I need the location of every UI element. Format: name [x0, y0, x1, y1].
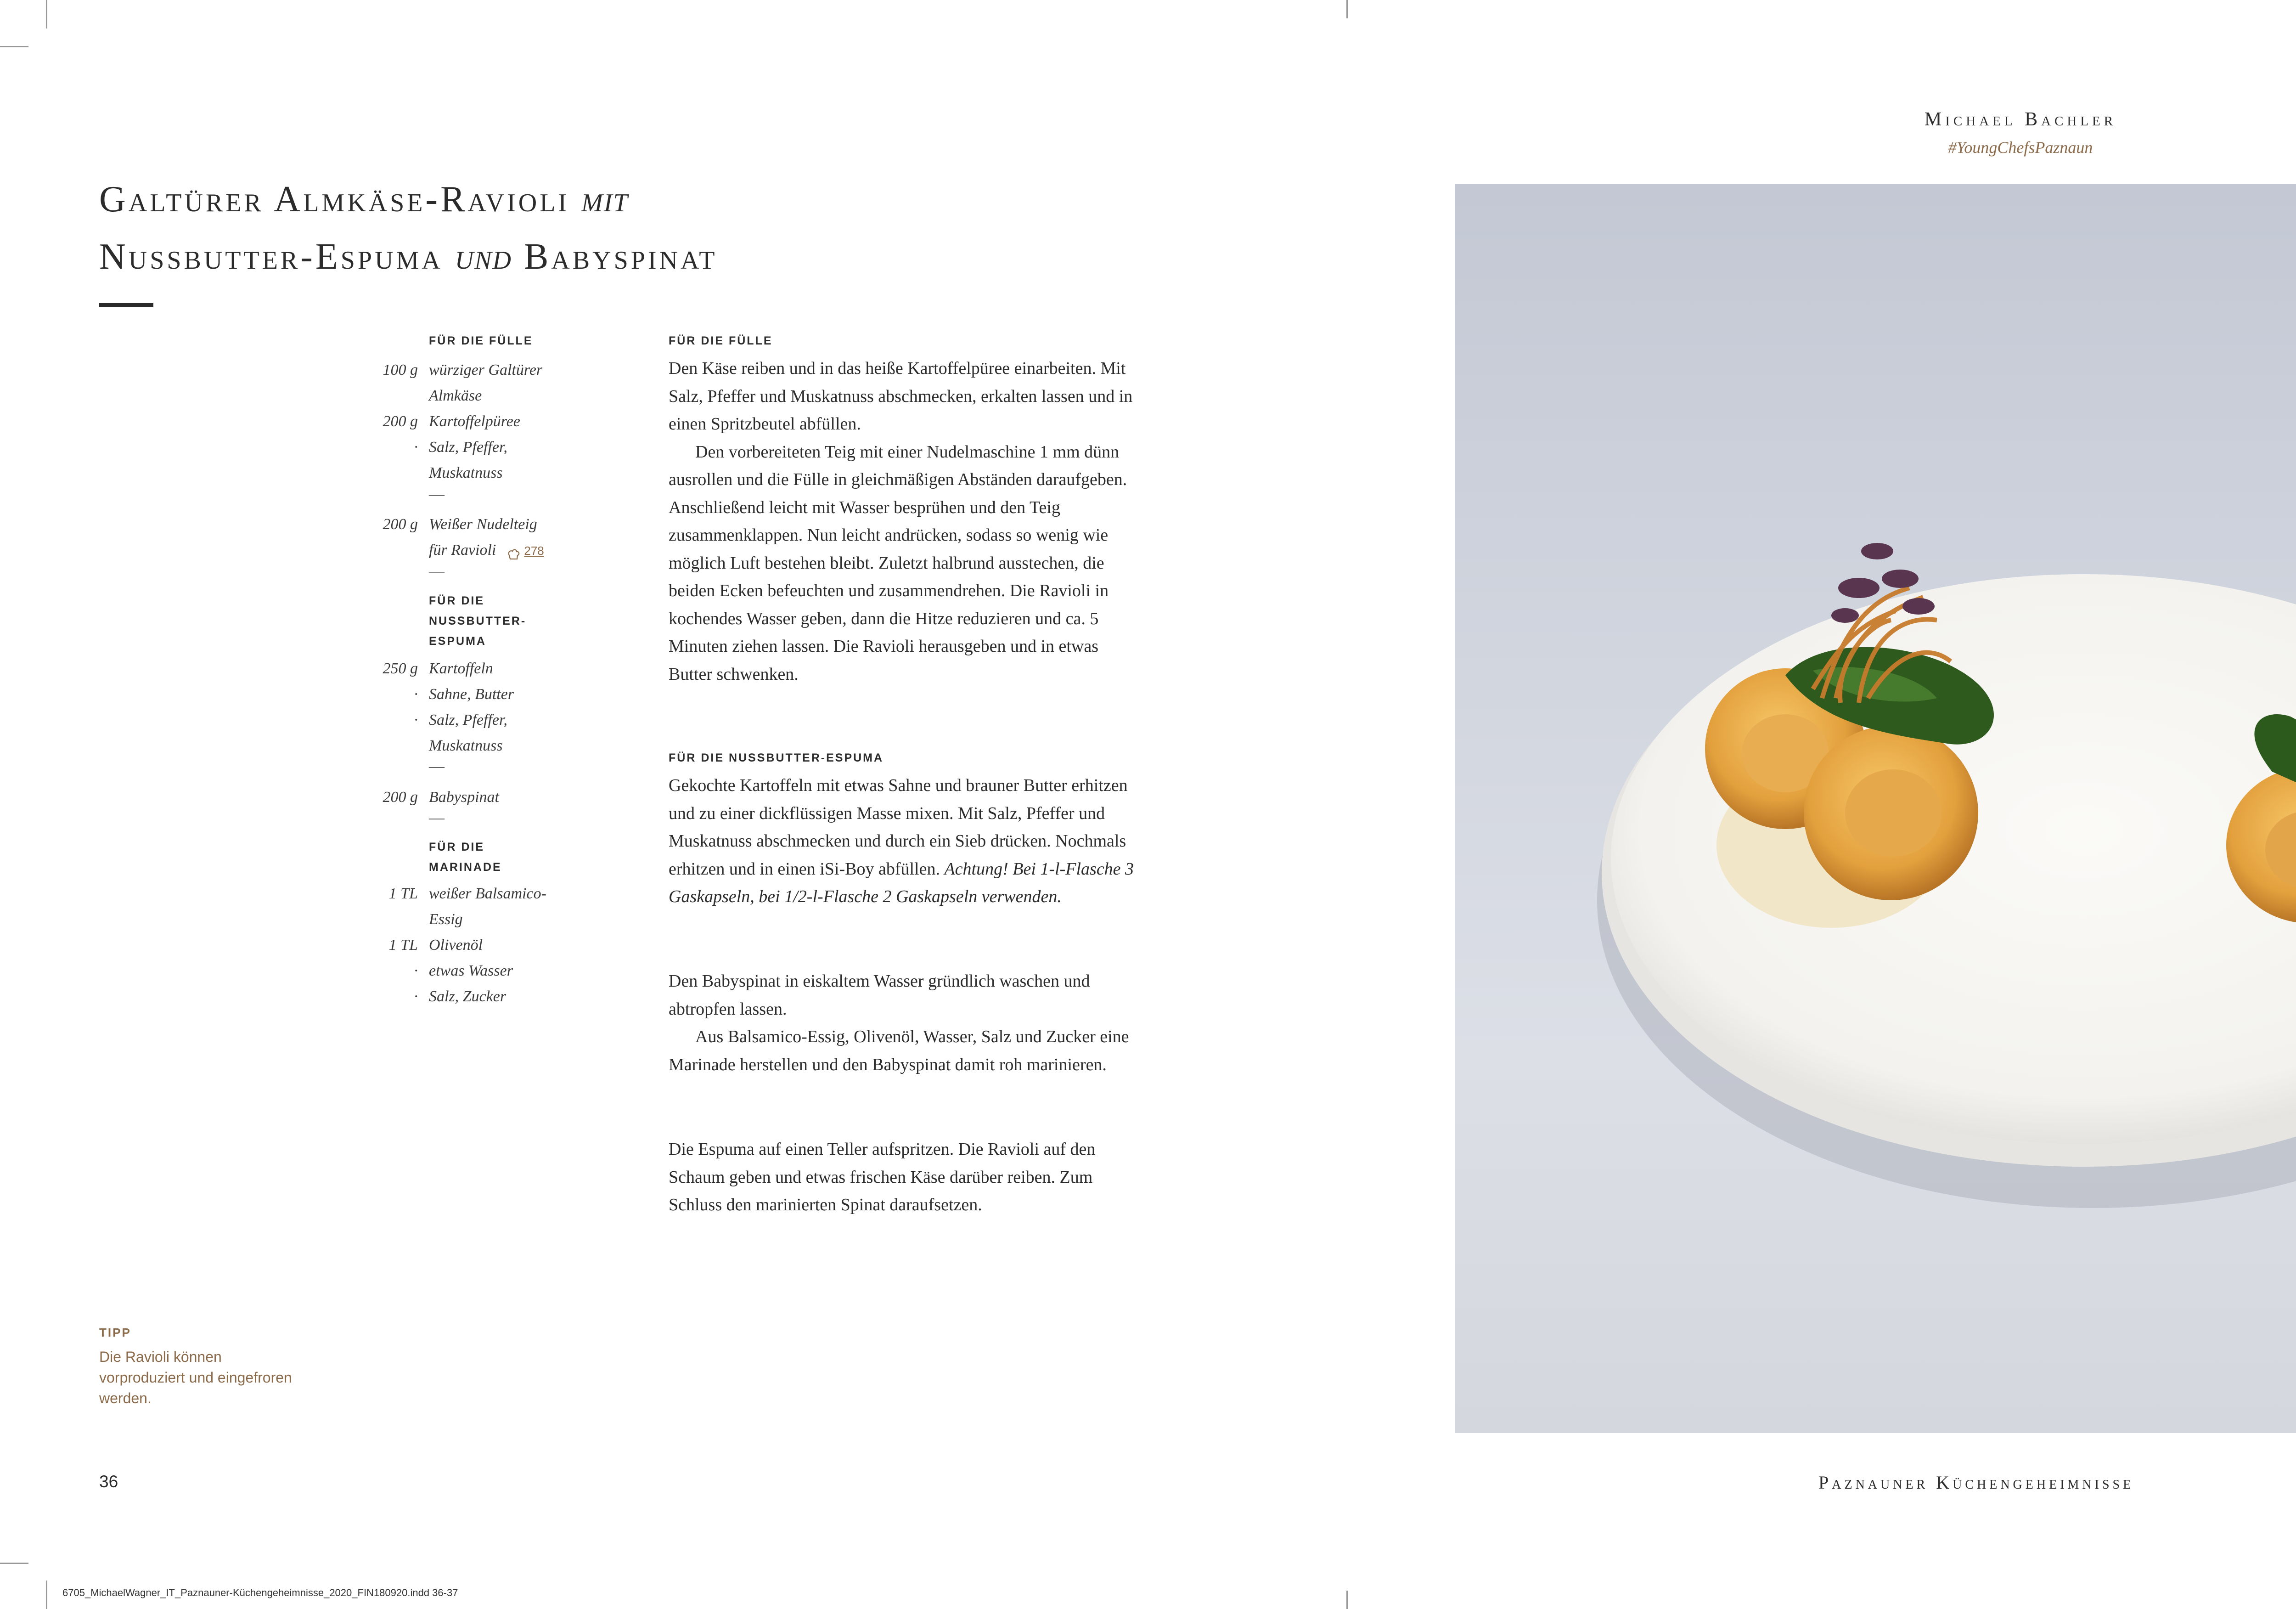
- ingredients-section-marinade-label: [429, 837, 502, 877]
- title-line-1: Galtürer Almkäse-Ravioli: [99, 179, 570, 220]
- page-number-left: 36: [99, 1472, 118, 1491]
- book-title-footer: Paznauner Küchengeheimnisse: [1818, 1472, 2134, 1493]
- ingredient-name: Weißer Nudelteig: [429, 516, 537, 533]
- ingredient-name: Salz, Pfeffer,: [429, 711, 507, 728]
- print-slug-file: 6705_MichaelWagner_IT_Paznauner-Küchengeheimnisse_2020_FIN180920.indd 36-37: [62, 1587, 458, 1598]
- ingredient-name: etwas Wasser: [429, 962, 513, 979]
- divider-dash: —: [429, 563, 445, 580]
- label-line: NUSSBUTTER-: [429, 615, 527, 627]
- ingredient-name: Olivenöl: [429, 937, 483, 954]
- crop-mark: [1346, 0, 1348, 18]
- crop-mark: [0, 46, 28, 47]
- ingredients-section-espuma-label: [429, 591, 526, 651]
- method-paragraph: Aus Balsamico-Essig, Olivenöl, Wasser, Salz und Zucker eine Marinade herstellen und den Babyspinat damit roh marinieren.: [669, 1027, 1129, 1074]
- method-filling-text: [669, 355, 1137, 688]
- ingredient-qty: 200 g: [383, 413, 418, 430]
- ingredient-qty: ·: [414, 711, 418, 728]
- method-spinach-text: [669, 967, 1137, 1078]
- method-warning: Achtung! Bei 1-l-Flasche 3 Gaskapseln, bei 1/2-l-Flasche 2 Gaskapseln verwenden.: [669, 859, 1134, 906]
- ingredient-name: Babyspinat: [429, 789, 499, 806]
- label-line: MARINADE: [429, 861, 502, 874]
- ingredient-qty: 100 g: [383, 361, 418, 378]
- ingredient-name: Muskatnuss: [429, 737, 503, 754]
- title-italic-und: und: [455, 237, 512, 277]
- ingredient-name: Salz, Pfeffer,: [429, 439, 507, 456]
- method-espuma-text: [669, 772, 1137, 911]
- tip-label: TIPP: [99, 1326, 131, 1339]
- crop-mark: [46, 0, 47, 28]
- crop-mark: [1346, 1591, 1348, 1609]
- dish-photo: [1455, 184, 2296, 1433]
- ingredient-qty: ·: [414, 686, 418, 703]
- method-paragraph: Den Babyspinat in eiskaltem Wasser gründlich waschen und abtropfen lassen.: [669, 971, 1090, 1019]
- label-line: FÜR DIE: [429, 594, 484, 607]
- ingredient-name: Sahne, Butter: [429, 686, 514, 703]
- divider-dash: —: [429, 809, 445, 826]
- title-italic-mit: mit: [581, 179, 629, 220]
- crop-mark: [0, 1563, 28, 1564]
- ingredient-qty: ·: [414, 962, 418, 979]
- ingredient-dough-line2[interactable]: [429, 537, 544, 564]
- ingredient-qty: ·: [414, 988, 418, 1005]
- method-paragraph: Den Käse reiben und in das heiße Kartoffelpüree einarbeiten. Mit Salz, Pfeffer und Muskatnuss abschmecken, erkalten lassen und in einen Spritzbeutel abfüllen.: [669, 359, 1133, 434]
- ingredient-name: Almkäse: [429, 387, 482, 404]
- chef-hat-icon: [506, 544, 520, 558]
- method-paragraph: Den vorbereiteten Teig mit einer Nudelmaschine 1 mm dünn ausrollen und die Fülle in gleichmäßigen Abständen daraufgeben. Anschließend leicht mit Wasser besprühen und den Teig zusammenklappen. Nun leicht andrücken, sodass so wenig wie möglich Luft bestehen bleibt. Zuletzt halbrund ausstechen, die beiden Ecken befeuchten und zusammendrehen. Die Ravioli in kochendes Wasser geben, dann die Hitze reduzieren und ca. 5 Minuten ziehen lassen. Die Ravioli herausgeben und in etwas Butter schwenken.: [669, 442, 1127, 684]
- divider-dash: —: [429, 758, 445, 775]
- chef-name: Michael Bachler: [1924, 109, 2117, 130]
- ingredient-qty: 1 TL: [388, 885, 418, 902]
- method-plating-text: [669, 1135, 1137, 1219]
- ingredient-qty: 250 g: [383, 660, 418, 677]
- ingredient-qty: ·: [414, 439, 418, 456]
- method-paragraph: Gekochte Kartoffeln mit etwas Sahne und brauner Butter erhitzen und zu einer dickflüssigen Masse mixen. Mit Salz, Pfeffer und Muskatnuss abschmecken und durch ein Sieb drücken. Nochmals erhitzen und in einen iSi-Boy abfüllen.: [669, 776, 1128, 879]
- ingredient-name: Salz, Zucker: [429, 988, 506, 1005]
- method-section-espuma-label: FÜR DIE NUSSBUTTER-ESPUMA: [669, 751, 884, 764]
- ingredient-name: weißer Balsamico-: [429, 885, 546, 902]
- label-line: ESPUMA: [429, 635, 486, 648]
- ingredient-qty: 1 TL: [388, 937, 418, 954]
- recipe-title: [99, 171, 1155, 286]
- title-line-2: Nussbutter-Espuma: [99, 237, 443, 277]
- title-rule: [99, 303, 153, 307]
- ingredient-name: für Ravioli: [429, 542, 496, 559]
- method-section-filling-label: FÜR DIE FÜLLE: [669, 334, 773, 347]
- tip-text: Die Ravioli können vorproduziert und eingefroren werden.: [99, 1349, 292, 1406]
- ingredient-qty: 200 g: [383, 789, 418, 806]
- ingredient-name: Kartoffeln: [429, 660, 493, 677]
- label-line: FÜR DIE: [429, 841, 484, 853]
- crop-mark: [46, 1581, 47, 1609]
- method-paragraph: Die Espuma auf einen Teller aufspritzen. Die Ravioli auf den Schaum geben und etwas frischen Käse darüber reiben. Zum Schluss den marinierten Spinat daraufsetzen.: [669, 1140, 1096, 1214]
- ingredient-name: Muskatnuss: [429, 464, 503, 481]
- ingredient-name: Kartoffelpüree: [429, 413, 520, 430]
- ingredient-qty: 200 g: [383, 516, 418, 533]
- divider-dash: —: [429, 486, 445, 503]
- chef-hashtag: #YoungChefsPaznaun: [1948, 138, 2093, 157]
- title-line-2-end: Babyspinat: [523, 237, 718, 277]
- ingredient-name: würziger Galtürer: [429, 361, 543, 378]
- ingredients-section-filling-label: FÜR DIE FÜLLE: [429, 334, 533, 347]
- page-reference-link[interactable]: 278: [524, 544, 544, 558]
- ingredient-name: Essig: [429, 911, 463, 928]
